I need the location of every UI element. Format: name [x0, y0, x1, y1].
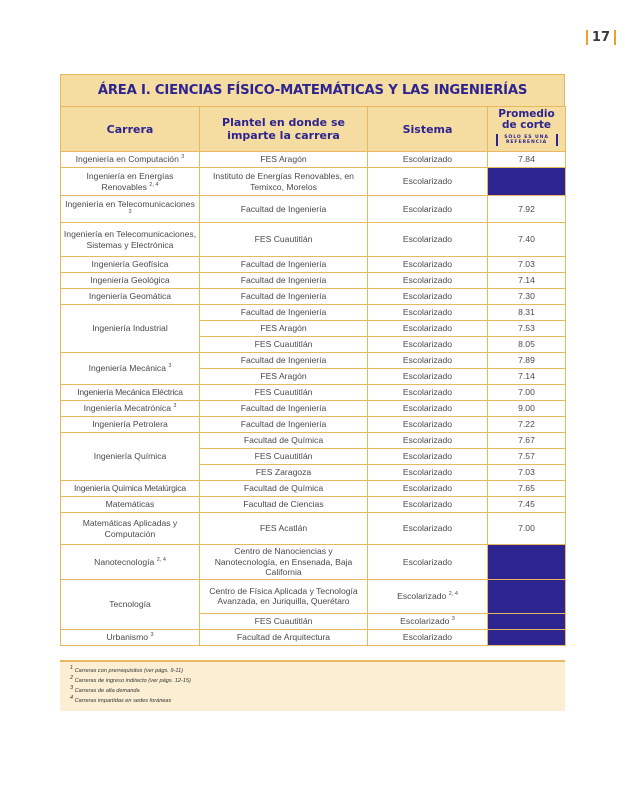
- table-row: [61, 305, 566, 321]
- plantel-cell: Centro de Nanociencias y Nanotecnología, en Ensenada, Baja California: [200, 545, 368, 580]
- table-row: [61, 257, 566, 273]
- plantel-cell: Facultad de Ingeniería: [200, 273, 368, 289]
- carrera-cell: Ingeniería Industrial: [61, 305, 200, 353]
- plantel-cell: FES Aragón: [200, 152, 368, 168]
- carrera-cell: [61, 629, 200, 645]
- footnote-ref: 3: [150, 631, 154, 638]
- promedio-cell: 7.14: [488, 273, 566, 289]
- carrera-cell: [61, 196, 200, 223]
- plantel-cell: Facultad de Química: [200, 433, 368, 449]
- carrera-cell: Ingeniería Petrolera: [61, 417, 200, 433]
- promedio-cell: 7.22: [488, 417, 566, 433]
- promedio-cell: 8.05: [488, 337, 566, 353]
- sistema-cell: Escolarizado: [368, 369, 488, 385]
- promedio-cell: 7.89: [488, 353, 566, 369]
- carrera-name: Ingeniería en Telecomunicaciones: [65, 198, 195, 209]
- plantel-cell: Facultad de Ingeniería: [200, 196, 368, 223]
- sistema-cell: Escolarizado: [368, 152, 488, 168]
- plantel-cell: FES Cuautitlán: [200, 385, 368, 401]
- carrera-cell: Ingeniería Geofísica: [61, 257, 200, 273]
- footnote-ref: 3: [181, 154, 185, 161]
- reference-note: [496, 134, 558, 146]
- plantel-cell: Facultad de Ingeniería: [200, 417, 368, 433]
- careers-grid: [60, 106, 566, 646]
- promedio-cell-empty: [488, 613, 566, 629]
- page-number-right-bar: [614, 30, 616, 45]
- sistema-cell: Escolarizado: [368, 223, 488, 257]
- sistema-cell: Escolarizado: [368, 196, 488, 223]
- table-row: [61, 196, 566, 223]
- footnotes: [60, 660, 565, 711]
- promedio-cell: 7.45: [488, 497, 566, 513]
- table-row: [61, 545, 566, 580]
- footnote-text: Carreras de alta demanda: [74, 688, 140, 694]
- plantel-cell: FES Acatlán: [200, 513, 368, 545]
- promedio-cell-empty: [488, 168, 566, 196]
- header-promedio-label: Promedio de corte: [498, 108, 555, 131]
- table-row: [61, 481, 566, 497]
- sistema-cell: [368, 613, 488, 629]
- table-row: [61, 401, 566, 417]
- carrera-name: Ingeniería Mecatrónica: [83, 403, 171, 414]
- reference-note-text: [498, 135, 556, 146]
- plantel-cell: Facultad de Química: [200, 481, 368, 497]
- reference-bracket-right: [556, 134, 558, 146]
- header-sistema: Sistema: [368, 107, 488, 152]
- carrera-name: Ingeniería en Energías Renovables: [86, 171, 174, 192]
- sistema-cell: Escolarizado: [368, 513, 488, 545]
- page-number-left-bar: [586, 30, 588, 45]
- carrera-cell: Ingeniería Mecánica Eléctrica: [61, 385, 200, 401]
- carrera-cell: [61, 152, 200, 168]
- carrera-name: Urbanismo: [106, 631, 149, 642]
- promedio-cell: 7.40: [488, 223, 566, 257]
- sistema-cell: Escolarizado: [368, 337, 488, 353]
- promedio-cell: 9.00: [488, 401, 566, 417]
- plantel-cell: Facultad de Ingeniería: [200, 305, 368, 321]
- footnote-item: [70, 666, 555, 676]
- footnote-item: [70, 676, 555, 686]
- promedio-cell: 7.00: [488, 385, 566, 401]
- promedio-cell: 7.92: [488, 196, 566, 223]
- promedio-cell-empty: [488, 579, 566, 613]
- header-plantel: Plantel en donde se imparte la carrera: [200, 107, 368, 152]
- plantel-cell: Facultad de Ingeniería: [200, 353, 368, 369]
- footnote-ref: 3: [128, 209, 132, 216]
- plantel-cell: Facultad de Ingeniería: [200, 289, 368, 305]
- plantel-cell: FES Zaragoza: [200, 465, 368, 481]
- carrera-cell: [61, 401, 200, 417]
- table-row: [61, 433, 566, 449]
- reference-note-line-2: REFERENCIA: [505, 140, 548, 145]
- table-row: [61, 289, 566, 305]
- table-row: [61, 417, 566, 433]
- plantel-cell: Centro de Física Aplicada y Tecnología Avanzada, en Juriquilla, Querétaro: [200, 579, 368, 613]
- header-promedio: [488, 107, 566, 152]
- sistema-cell: Escolarizado: [368, 305, 488, 321]
- footnote-ref: 3: [168, 363, 172, 370]
- sistema-cell: Escolarizado: [368, 257, 488, 273]
- promedio-cell: 7.53: [488, 321, 566, 337]
- promedio-cell: 7.57: [488, 449, 566, 465]
- footnote-ref: 3: [451, 615, 455, 622]
- plantel-cell: Instituto de Energías Renovables, en Temixco, Morelos: [200, 168, 368, 196]
- sistema-cell: Escolarizado: [368, 168, 488, 196]
- table-row: [61, 513, 566, 545]
- sistema-cell: Escolarizado: [368, 433, 488, 449]
- reference-note-line-1: SÓLO ES UNA: [504, 134, 549, 140]
- footnote-ref: 2, 4: [156, 556, 166, 563]
- carrera-cell: Ingeniería en Telecomunicaciones, Sistemas y Electrónica: [61, 223, 200, 257]
- carrera-cell: Matemáticas Aplicadas y Computación: [61, 513, 200, 545]
- sistema-cell: Escolarizado: [368, 321, 488, 337]
- sistema-cell: Escolarizado: [368, 481, 488, 497]
- sistema-text: Escolarizado: [400, 615, 450, 626]
- sistema-cell: [368, 579, 488, 613]
- footnote-text: Carreras impartidas en sedes foráneas: [74, 698, 172, 704]
- plantel-cell: Facultad de Ingeniería: [200, 257, 368, 273]
- plantel-cell: Facultad de Ciencias: [200, 497, 368, 513]
- footnote-number: 2: [70, 675, 74, 682]
- table-row: [61, 223, 566, 257]
- sistema-cell: Escolarizado: [368, 385, 488, 401]
- table-row: [61, 273, 566, 289]
- promedio-cell: 7.03: [488, 257, 566, 273]
- page-number-text: 17: [591, 30, 610, 45]
- promedio-cell: 7.67: [488, 433, 566, 449]
- carrera-cell: Ingeniería Química Metalúrgica: [61, 481, 200, 497]
- sistema-cell: Escolarizado: [368, 465, 488, 481]
- careers-table: [60, 74, 565, 646]
- plantel-cell: FES Aragón: [200, 321, 368, 337]
- plantel-cell: FES Cuautitlán: [200, 449, 368, 465]
- footnote-number: 3: [70, 685, 74, 692]
- table-row: [61, 579, 566, 613]
- footnote-ref: 3: [173, 403, 177, 410]
- carrera-cell: [61, 353, 200, 385]
- carrera-cell: Matemáticas: [61, 497, 200, 513]
- carrera-name: Ingeniería Mecánica: [88, 363, 166, 374]
- table-row: [61, 629, 566, 645]
- footnote-text: Carreras con prerrequisitos (ver págs. 9-11): [74, 668, 184, 674]
- carrera-cell: Ingeniería Geológica: [61, 273, 200, 289]
- sistema-cell: Escolarizado: [368, 401, 488, 417]
- carrera-cell: Ingeniería Geomática: [61, 289, 200, 305]
- carrera-name: Ingeniería en Computación: [75, 154, 179, 165]
- sistema-text: Escolarizado: [397, 590, 447, 601]
- plantel-cell: FES Cuautitlán: [200, 613, 368, 629]
- table-title: ÁREA I. CIENCIAS FÍSICO-MATEMÁTICAS Y LAS INGENIERÍAS: [60, 74, 565, 106]
- table-row: [61, 168, 566, 196]
- promedio-cell: 7.65: [488, 481, 566, 497]
- sistema-cell: Escolarizado: [368, 289, 488, 305]
- sistema-cell: Escolarizado: [368, 545, 488, 580]
- plantel-cell: FES Cuautitlán: [200, 223, 368, 257]
- plantel-cell: FES Aragón: [200, 369, 368, 385]
- footnote-ref: 2, 4: [149, 181, 159, 188]
- sistema-cell: Escolarizado: [368, 273, 488, 289]
- header-carrera: Carrera: [61, 107, 200, 152]
- table-row: [61, 385, 566, 401]
- table-row: [61, 497, 566, 513]
- header-row: [61, 107, 566, 152]
- sistema-cell: Escolarizado: [368, 497, 488, 513]
- carrera-name: Nanotecnología: [94, 556, 155, 567]
- carrera-cell: [61, 545, 200, 580]
- footnote-item: [70, 686, 555, 696]
- plantel-cell: Facultad de Ingeniería: [200, 401, 368, 417]
- sistema-cell: Escolarizado: [368, 353, 488, 369]
- promedio-cell: 7.00: [488, 513, 566, 545]
- carrera-cell: Ingeniería Química: [61, 433, 200, 481]
- table-row: [61, 152, 566, 168]
- footnote-item: [70, 696, 555, 706]
- promedio-cell: 7.14: [488, 369, 566, 385]
- plantel-cell: FES Cuautitlán: [200, 337, 368, 353]
- table-row: [61, 353, 566, 369]
- page-number: [586, 30, 616, 45]
- carrera-cell: Tecnología: [61, 579, 200, 629]
- promedio-cell-empty: [488, 545, 566, 580]
- carrera-cell: [61, 168, 200, 196]
- sistema-cell: Escolarizado: [368, 629, 488, 645]
- footnote-number: 1: [70, 665, 74, 672]
- promedio-cell: 7.30: [488, 289, 566, 305]
- footnote-number: 4: [70, 695, 74, 702]
- promedio-cell: 7.03: [488, 465, 566, 481]
- footnote-ref: 2, 4: [448, 590, 458, 597]
- promedio-cell: 7.84: [488, 152, 566, 168]
- plantel-cell: Facultad de Arquitectura: [200, 629, 368, 645]
- promedio-cell-empty: [488, 629, 566, 645]
- promedio-cell: 8.31: [488, 305, 566, 321]
- footnote-text: Carreras de ingreso indirecto (ver págs. 12-15): [74, 678, 191, 684]
- sistema-cell: Escolarizado: [368, 417, 488, 433]
- sistema-cell: Escolarizado: [368, 449, 488, 465]
